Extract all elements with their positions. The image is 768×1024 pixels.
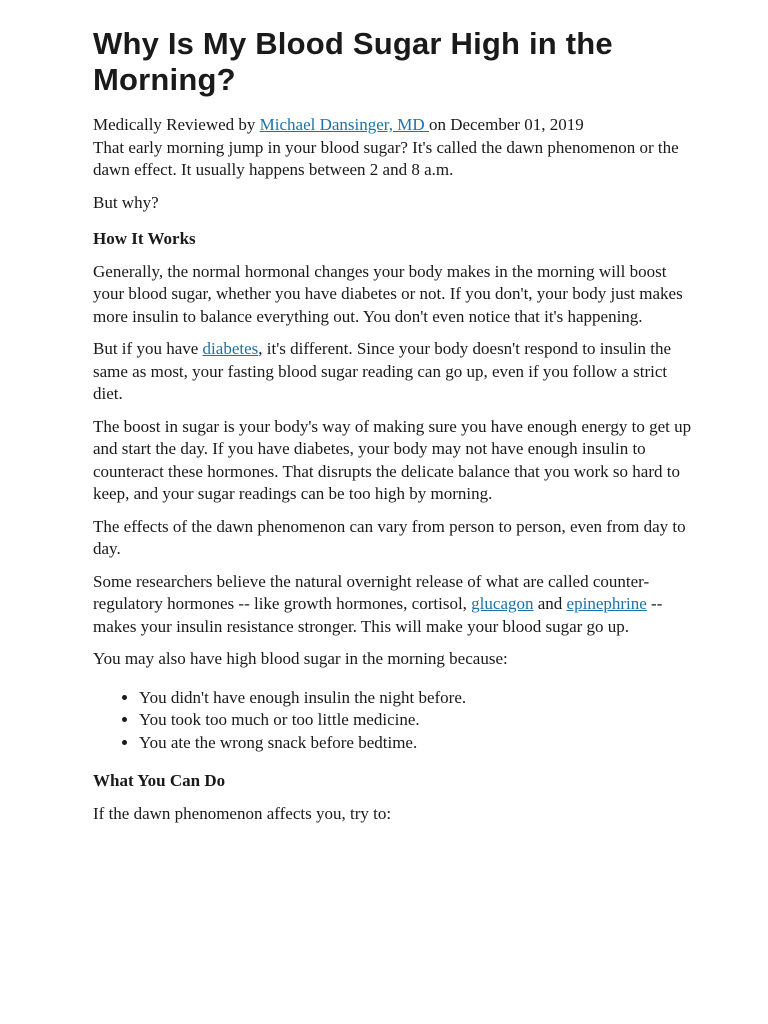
paragraph-diabetes-prefix: But if you have [93,339,203,358]
review-date: on December 01, 2019 [428,115,584,134]
intro-paragraph: That early morning jump in your blood sugar? It's called the dawn phenomenon or the dawn effect. It usually happens between 2 and 8 a.m. [93,137,679,179]
list-item: • You took too much or too little medicine. [139,709,693,732]
causes-list [93,687,693,755]
section-heading-how-it-works: How It Works [93,229,196,248]
paragraph-diabetes-suffix: , it's different. Since your body doesn't respond to insulin the same as most, your fasting blood sugar reading can go up, even if you follow a strict diet. [93,339,672,403]
list-item: • You didn't have enough insulin the night before. [139,687,693,710]
review-prefix: Medically Reviewed by [93,115,260,134]
paragraph-hormonal-changes: Generally, the normal hormonal changes your body makes in the morning will boost your blood sugar, whether you have diabetes or not. If you don't, your body just makes more insulin to balance everything out. You don't even notice that it's happening. [93,261,683,326]
paragraph-hormones-middle: and [533,594,567,613]
paragraph-hormones [93,571,693,639]
paragraph-sugar-boost: The boost in sugar is your body's way of making sure you have enough energy to get up and start the day. If you have diabetes, your body may not have enough insulin to counteract these hormones. That disrupts the delicate balance that you work so hard to keep, and your sugar readings can be too high by morning. [93,416,692,503]
article [93,26,693,835]
list-item: • You ate the wrong snack before bedtime. [139,732,693,755]
but-why-paragraph: But why? [93,192,159,212]
section-heading-what-you-can-do: What You Can Do [93,771,226,790]
paragraph-diabetes [93,338,693,406]
glucagon-link[interactable]: glucagon [471,594,534,613]
epinephrine-link[interactable]: epinephrine [566,594,647,613]
paragraph-hormones-suffix: -- makes your insulin resistance stronger. This will make your blood sugar go up. [93,594,663,636]
review-line [93,114,693,137]
diabetes-link[interactable]: diabetes [202,339,259,358]
article-title: Why Is My Blood Sugar High in the Morning? [93,26,613,97]
paragraph-hormones-prefix: Some researchers believe the natural overnight release of what are called counter-regulatory hormones -- like growth hormones, cortisol, [93,571,650,613]
paragraph-morning-causes: You may also have high blood sugar in the morning because: [93,649,508,668]
paragraph-try: If the dawn phenomenon affects you, try to: [93,803,392,823]
reviewer-link[interactable]: Michael Dansinger, MD [259,115,429,134]
paragraph-effects: The effects of the dawn phenomenon can vary from person to person, even from day to day. [93,516,686,558]
